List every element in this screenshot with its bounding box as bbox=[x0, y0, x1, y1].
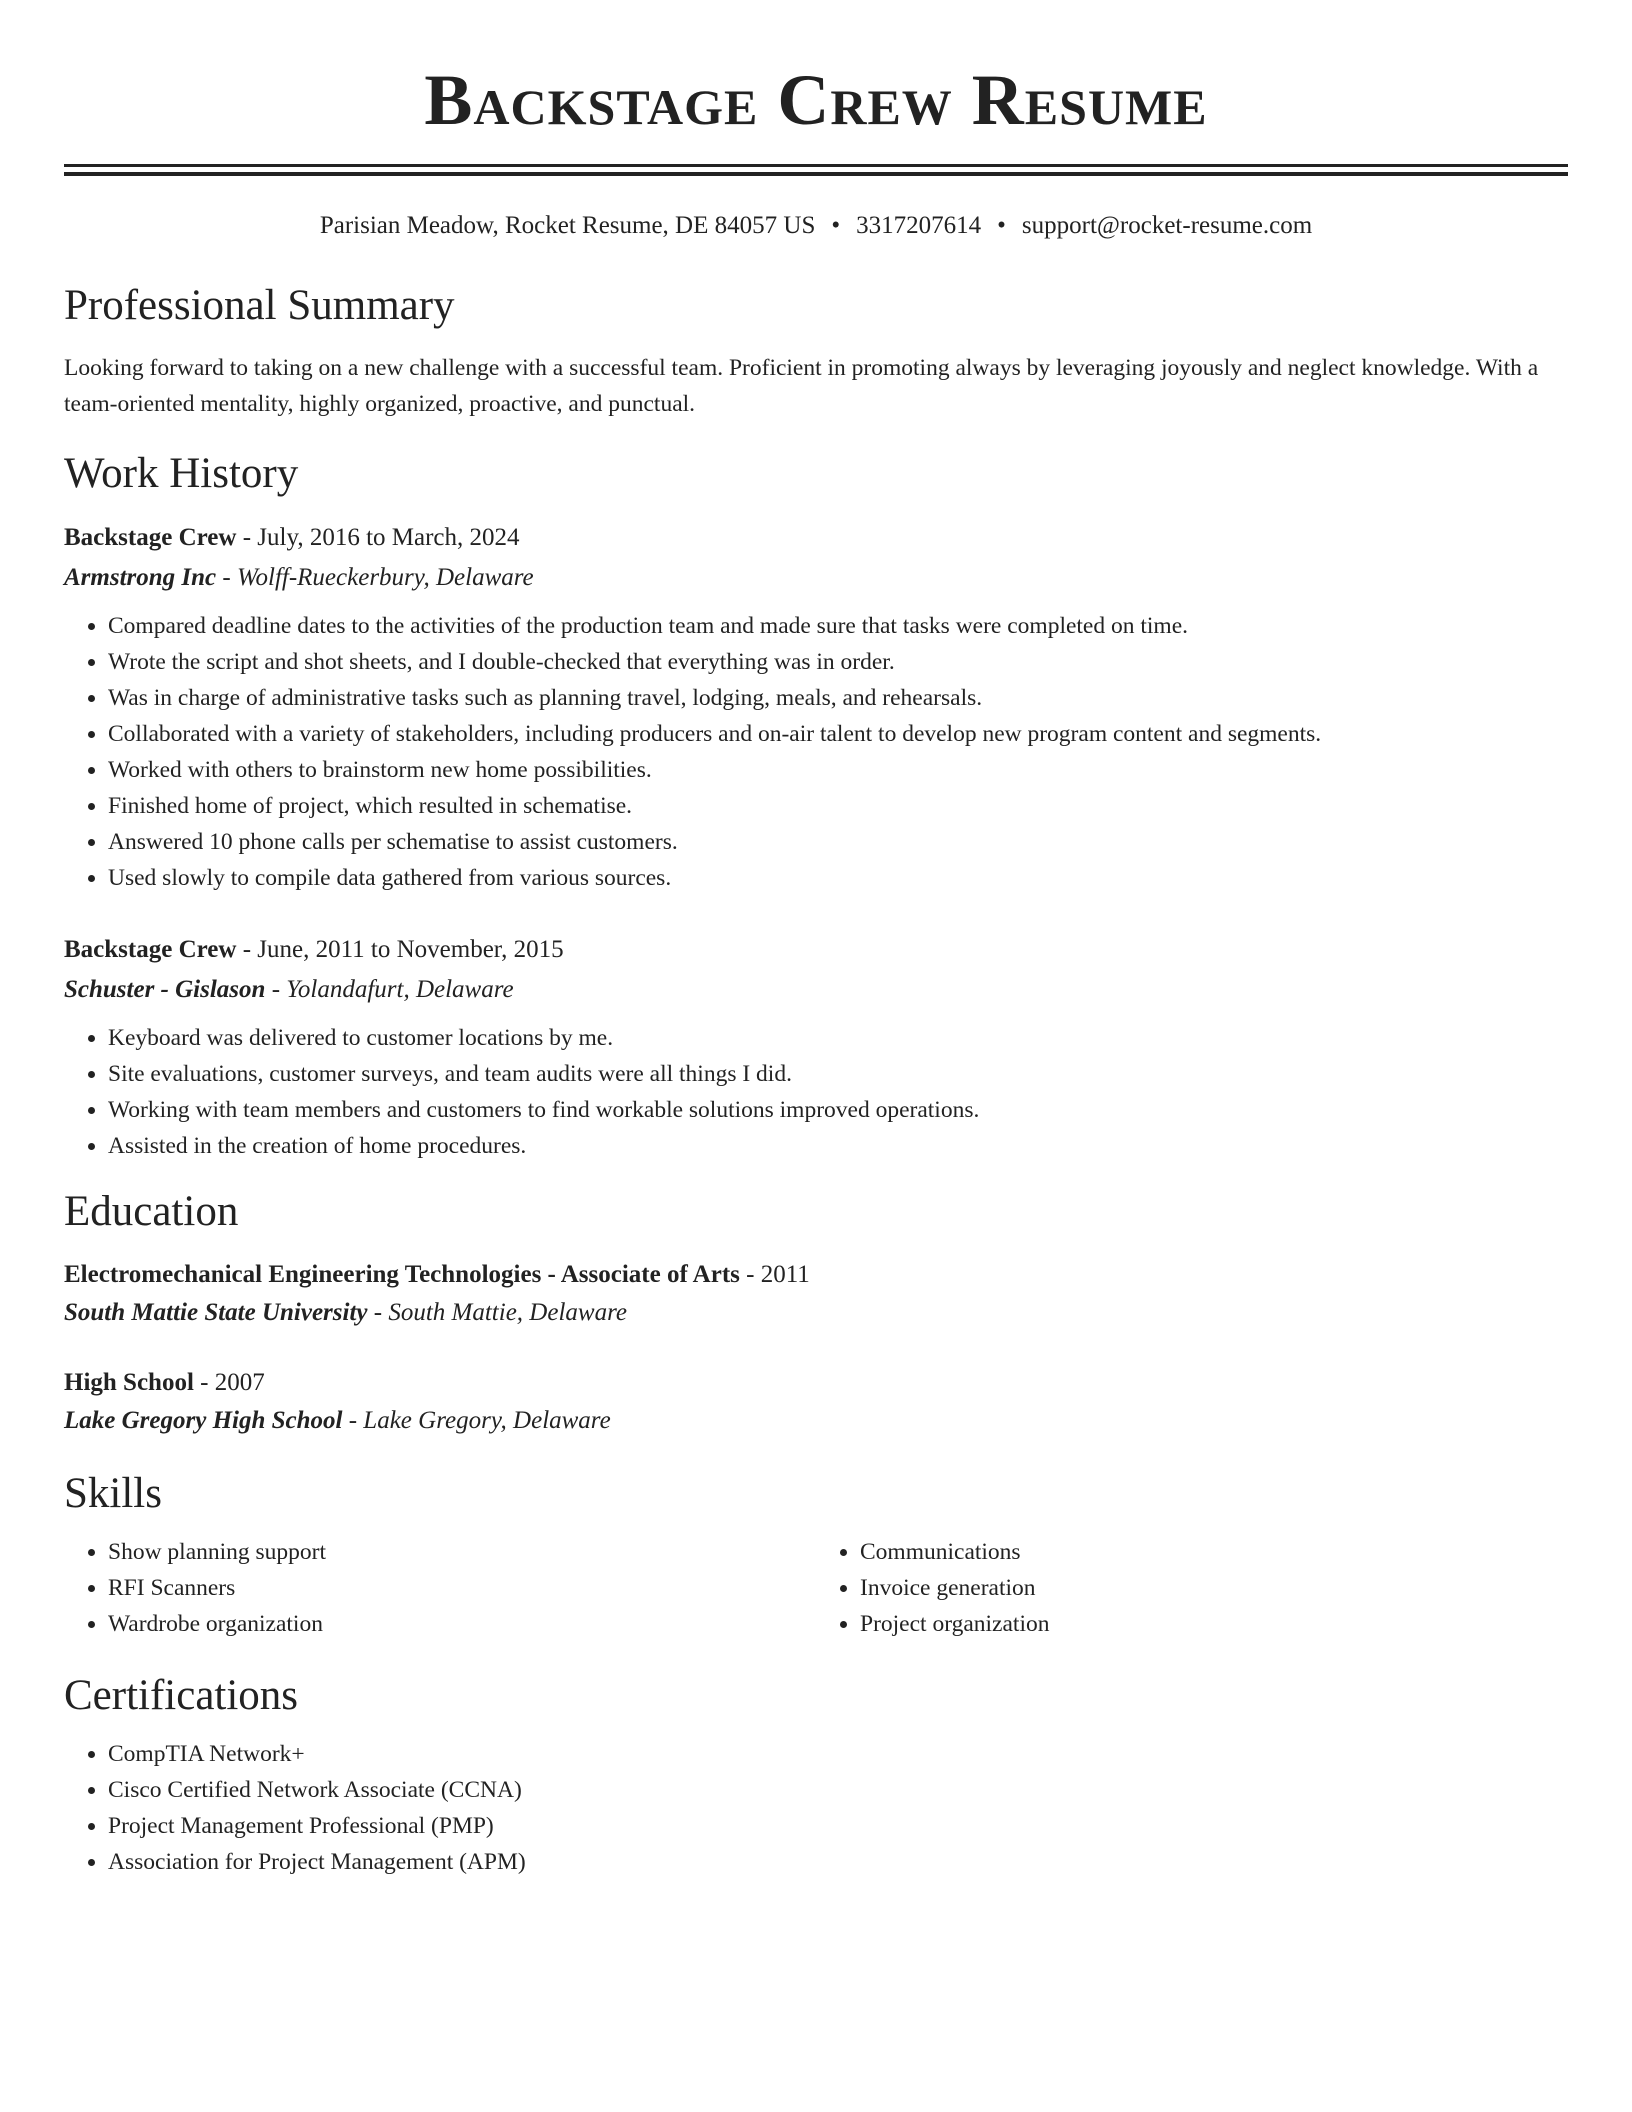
list-item: • Wardrobe organization bbox=[108, 1606, 816, 1642]
job-title-line bbox=[64, 930, 1568, 970]
job-entry bbox=[64, 930, 1568, 1164]
list-item: • RFI Scanners bbox=[108, 1570, 816, 1606]
job-dates: - June, 2011 to November, 2015 bbox=[236, 936, 564, 963]
education-school: Lake Gregory High School bbox=[64, 1407, 343, 1434]
job-location: - Yolandafurt, Delaware bbox=[265, 976, 514, 1003]
summary-text: Looking forward to taking on a new challenge with a successful team. Proficient in promoting always by leveraging joyously and neglect knowledge. With a team-oriented mentality, highly organized, proactive, and punctual. bbox=[64, 355, 1539, 417]
education-school: South Mattie State University bbox=[64, 1299, 368, 1326]
job-role: Backstage Crew bbox=[64, 524, 237, 551]
section-heading-skills: Skills bbox=[64, 1470, 162, 1517]
job-company-line bbox=[64, 558, 1568, 598]
list-item: • Answered 10 phone calls per schematise to assist customers. bbox=[108, 824, 1568, 860]
job-duties-list bbox=[64, 1020, 1568, 1164]
job-role: Backstage Crew bbox=[64, 936, 237, 963]
list-item: • Collaborated with a variety of stakeholders, including producers and on-air talent to develop new program content and segments. bbox=[108, 716, 1568, 752]
list-item: • Compared deadline dates to the activities of the production team and made sure that tasks were completed on time. bbox=[108, 608, 1568, 644]
list-item: • Invoice generation bbox=[860, 1570, 1568, 1606]
list-item: • Show planning support bbox=[108, 1534, 816, 1570]
section-heading-certifications: Certifications bbox=[64, 1672, 299, 1719]
certifications-list bbox=[64, 1736, 1568, 1880]
education-entry bbox=[64, 1364, 1568, 1440]
education-school-line bbox=[64, 1402, 1568, 1440]
job-dates: - July, 2016 to March, 2024 bbox=[236, 524, 520, 551]
list-item: • Communications bbox=[860, 1534, 1568, 1570]
list-item: • Finished home of project, which resulted in schematise. bbox=[108, 788, 1568, 824]
education-degree: Electromechanical Engineering Technologies - Associate of Arts bbox=[64, 1261, 740, 1288]
contact-email: support@rocket-resume.com bbox=[1021, 212, 1313, 239]
list-item: • CompTIA Network+ bbox=[108, 1736, 1568, 1772]
section-heading-summary: Professional Summary bbox=[64, 282, 455, 329]
list-item: • Cisco Certified Network Associate (CCNA) bbox=[108, 1772, 1568, 1808]
list-item: • Association for Project Management (APM) bbox=[108, 1844, 1568, 1880]
education-entry bbox=[64, 1256, 1568, 1332]
education-location: - Lake Gregory, Delaware bbox=[342, 1407, 611, 1434]
list-item: • Worked with others to brainstorm new home possibilities. bbox=[108, 752, 1568, 788]
education-degree-line bbox=[64, 1256, 1568, 1294]
job-company-line bbox=[64, 970, 1568, 1010]
list-item: • Working with team members and customers to find workable solutions improved operations. bbox=[108, 1092, 1568, 1128]
resume-title: Backstage Crew Resume bbox=[424, 60, 1208, 140]
contact-separator: • bbox=[831, 212, 841, 239]
skills-columns bbox=[64, 1534, 1568, 1642]
education-year: - 2011 bbox=[739, 1261, 810, 1288]
list-item: • Keyboard was delivered to customer locations by me. bbox=[108, 1020, 1568, 1056]
title-double-rule bbox=[64, 164, 1568, 176]
list-item: • Used slowly to compile data gathered from various sources. bbox=[108, 860, 1568, 896]
job-company: Armstrong Inc bbox=[64, 564, 217, 591]
list-item: • Wrote the script and shot sheets, and I double-checked that everything was in order. bbox=[108, 644, 1568, 680]
job-title-line bbox=[64, 518, 1568, 558]
contact-address: Parisian Meadow, Rocket Resume, DE 84057 US bbox=[319, 212, 816, 239]
list-item: • Site evaluations, customer surveys, and team audits were all things I did. bbox=[108, 1056, 1568, 1092]
job-duties-list bbox=[64, 608, 1568, 896]
section-heading-work-history: Work History bbox=[64, 450, 299, 497]
education-location: - South Mattie, Delaware bbox=[367, 1299, 627, 1326]
job-company: Schuster - Gislason bbox=[64, 976, 266, 1003]
list-item: • Project Management Professional (PMP) bbox=[108, 1808, 1568, 1844]
skills-list-right bbox=[816, 1534, 1568, 1642]
contact-line bbox=[64, 210, 1568, 242]
contact-phone: 3317207614 bbox=[856, 212, 982, 239]
list-item: • Was in charge of administrative tasks such as planning travel, lodging, meals, and rehearsals. bbox=[108, 680, 1568, 716]
education-school-line bbox=[64, 1294, 1568, 1332]
contact-separator: • bbox=[997, 212, 1006, 239]
education-degree-line bbox=[64, 1364, 1568, 1402]
section-heading-education: Education bbox=[64, 1188, 239, 1235]
job-entry bbox=[64, 518, 1568, 896]
education-degree: High School bbox=[64, 1369, 194, 1396]
education-year: - 2007 bbox=[193, 1369, 265, 1396]
skills-list-left bbox=[64, 1534, 816, 1642]
list-item: • Assisted in the creation of home procedures. bbox=[108, 1128, 1568, 1164]
job-location: - Wolff-Rueckerbury, Delaware bbox=[216, 564, 534, 591]
list-item: • Project organization bbox=[860, 1606, 1568, 1642]
